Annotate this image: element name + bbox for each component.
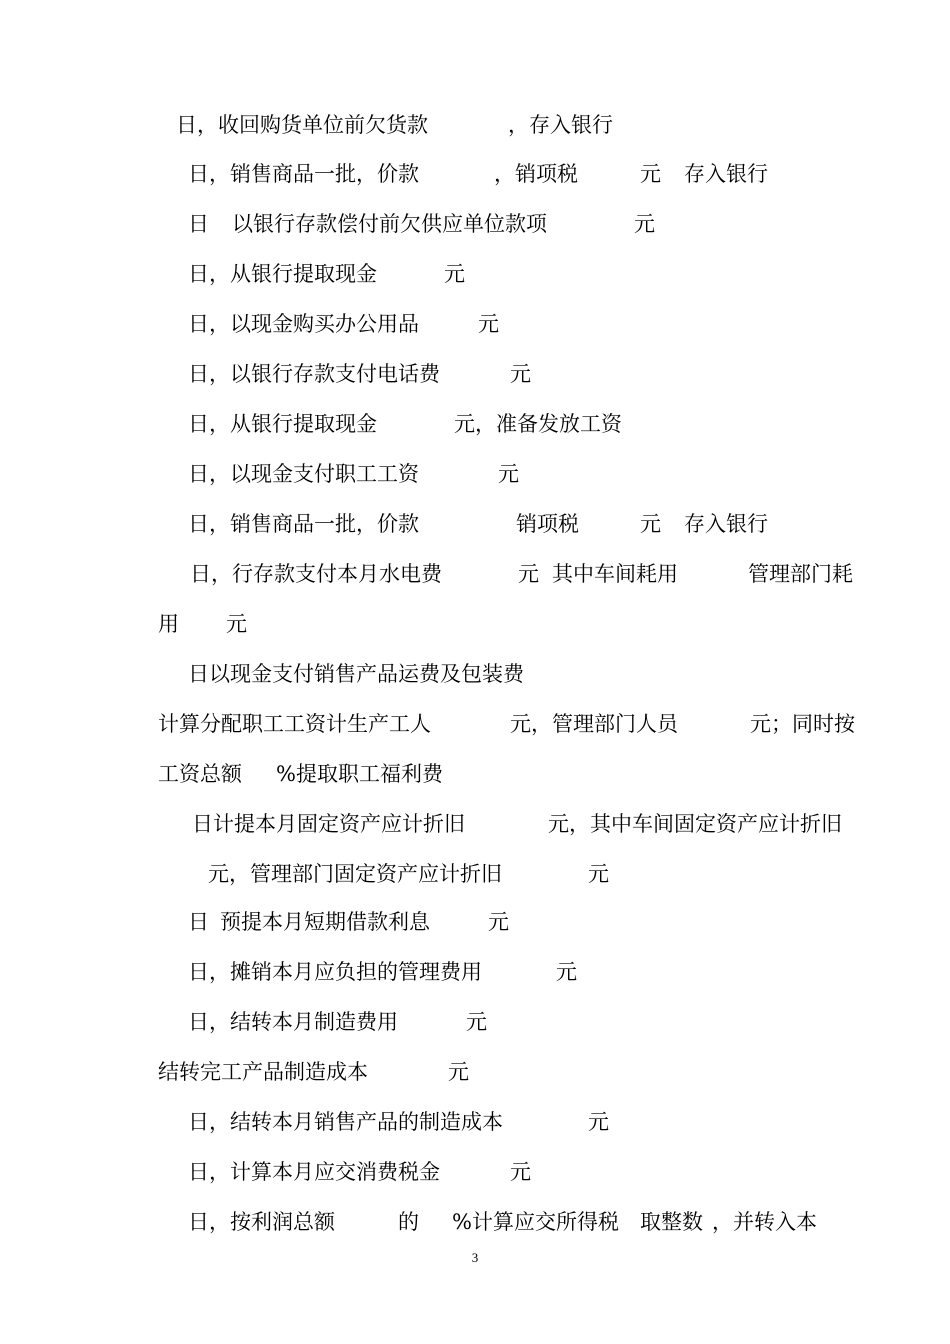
line-14-text-2: %提取职工福利费: [276, 762, 443, 786]
line-4-text-1: 日，从银行提取现金: [188, 262, 377, 286]
line-10-text-3: 其中车间耗用: [552, 562, 678, 586]
line-20-text-2: 元: [448, 1060, 469, 1084]
line-13-text-3: 元；同时按: [750, 712, 855, 736]
line-9-text-3: 元: [640, 512, 661, 536]
line-15-text-2: 元，其中车间固定资产应计折旧: [548, 812, 842, 836]
text-line-3: [0, 210, 950, 260]
text-line-6: [0, 360, 950, 410]
line-13-text-1: 计算分配职工工资计生产工人: [158, 712, 431, 736]
line-10-text-4: 管理部门耗: [748, 562, 853, 586]
line-2-text-4: 存入银行: [684, 162, 768, 186]
line-23-text-3: %计算应交所得税: [452, 1210, 619, 1234]
line-6-text-1: 日，以银行存款支付电话费: [188, 362, 440, 386]
text-line-19: [0, 1008, 950, 1058]
line-19-text-1: 日，结转本月制造费用: [188, 1010, 398, 1034]
line-12-text-1: 日以现金支付销售产品运费及包装费: [188, 662, 524, 686]
line-10-text-1: 日，行存款支付本月水电费: [190, 562, 442, 586]
text-line-12: [0, 660, 950, 710]
line-21-text-2: 元: [588, 1110, 609, 1134]
line-11-text-2: 元: [226, 612, 247, 636]
line-8-text-1: 日，以现金支付职工工资: [188, 462, 419, 486]
line-18-text-1: 日，摊销本月应负担的管理费用: [188, 960, 482, 984]
line-15-text-1: 日计提本月固定资产应计折旧: [192, 812, 465, 836]
line-5-text-1: 日，以现金购买办公用品: [188, 312, 419, 336]
line-8-text-2: 元: [498, 462, 519, 486]
text-line-15: [0, 810, 950, 860]
line-3-text-1: 日: [188, 212, 209, 236]
line-23-text-4: 取整数: [640, 1210, 703, 1234]
line-9-text-1: 日，销售商品一批，价款: [188, 512, 419, 536]
line-17-text-3: 元: [488, 910, 509, 934]
text-line-7: [0, 410, 950, 460]
line-7-text-2: 元，准备发放工资: [454, 412, 622, 436]
text-line-8: [0, 460, 950, 510]
text-line-22: [0, 1158, 950, 1208]
line-23-text-1: 日，按利润总额: [188, 1210, 335, 1234]
line-9-text-4: 存入银行: [684, 512, 768, 536]
line-23-text-2: 的: [398, 1210, 419, 1234]
line-3-text-3: 元: [634, 212, 655, 236]
line-18-text-2: 元: [556, 960, 577, 984]
line-4-text-2: 元: [444, 262, 465, 286]
text-line-9: [0, 510, 950, 560]
line-23-text-5: ，并转入本: [712, 1210, 817, 1234]
line-17-text-2: 预提本月短期借款利息: [220, 910, 430, 934]
line-16-text-2: 元: [588, 862, 609, 886]
text-line-5: [0, 310, 950, 360]
text-line-1: [0, 111, 950, 161]
line-2-text-2: ，销项税: [494, 162, 578, 186]
line-19-text-2: 元: [466, 1010, 487, 1034]
line-3-text-2: 以银行存款偿付前欠供应单位款项: [232, 212, 547, 236]
line-2-text-1: 日，销售商品一批，价款: [188, 162, 419, 186]
line-1-text-1: 日，收回购货单位前欠货款: [176, 113, 428, 137]
line-11-text-1: 用: [158, 612, 179, 636]
line-17-text-1: 日: [188, 910, 209, 934]
text-line-16: [0, 860, 950, 910]
line-16-text-1: 元，管理部门固定资产应计折旧: [208, 862, 502, 886]
text-line-10: [0, 560, 950, 610]
line-14-text-1: 工资总额: [158, 762, 242, 786]
line-21-text-1: 日，结转本月销售产品的制造成本: [188, 1110, 503, 1134]
line-6-text-2: 元: [510, 362, 531, 386]
line-2-text-3: 元: [640, 162, 661, 186]
line-5-text-2: 元: [478, 312, 499, 336]
page-number: 3: [471, 1250, 479, 1265]
text-line-14: [0, 760, 950, 810]
line-10-text-2: 元: [518, 562, 539, 586]
line-7-text-1: 日，从银行提取现金: [188, 412, 377, 436]
text-line-13: [0, 710, 950, 760]
line-20-text-1: 结转完工产品制造成本: [158, 1060, 368, 1084]
line-22-text-2: 元: [510, 1160, 531, 1184]
text-line-20: [0, 1058, 950, 1108]
text-line-21: [0, 1108, 950, 1158]
text-line-2: [0, 160, 950, 210]
line-22-text-1: 日，计算本月应交消费税金: [188, 1160, 440, 1184]
text-line-11: [0, 610, 950, 660]
text-line-18: [0, 958, 950, 1008]
text-line-4: [0, 260, 950, 310]
line-13-text-2: 元，管理部门人员: [510, 712, 678, 736]
line-1-text-2: ，存入银行: [508, 113, 613, 137]
line-9-text-2: 销项税: [516, 512, 579, 536]
text-line-17: [0, 908, 950, 958]
